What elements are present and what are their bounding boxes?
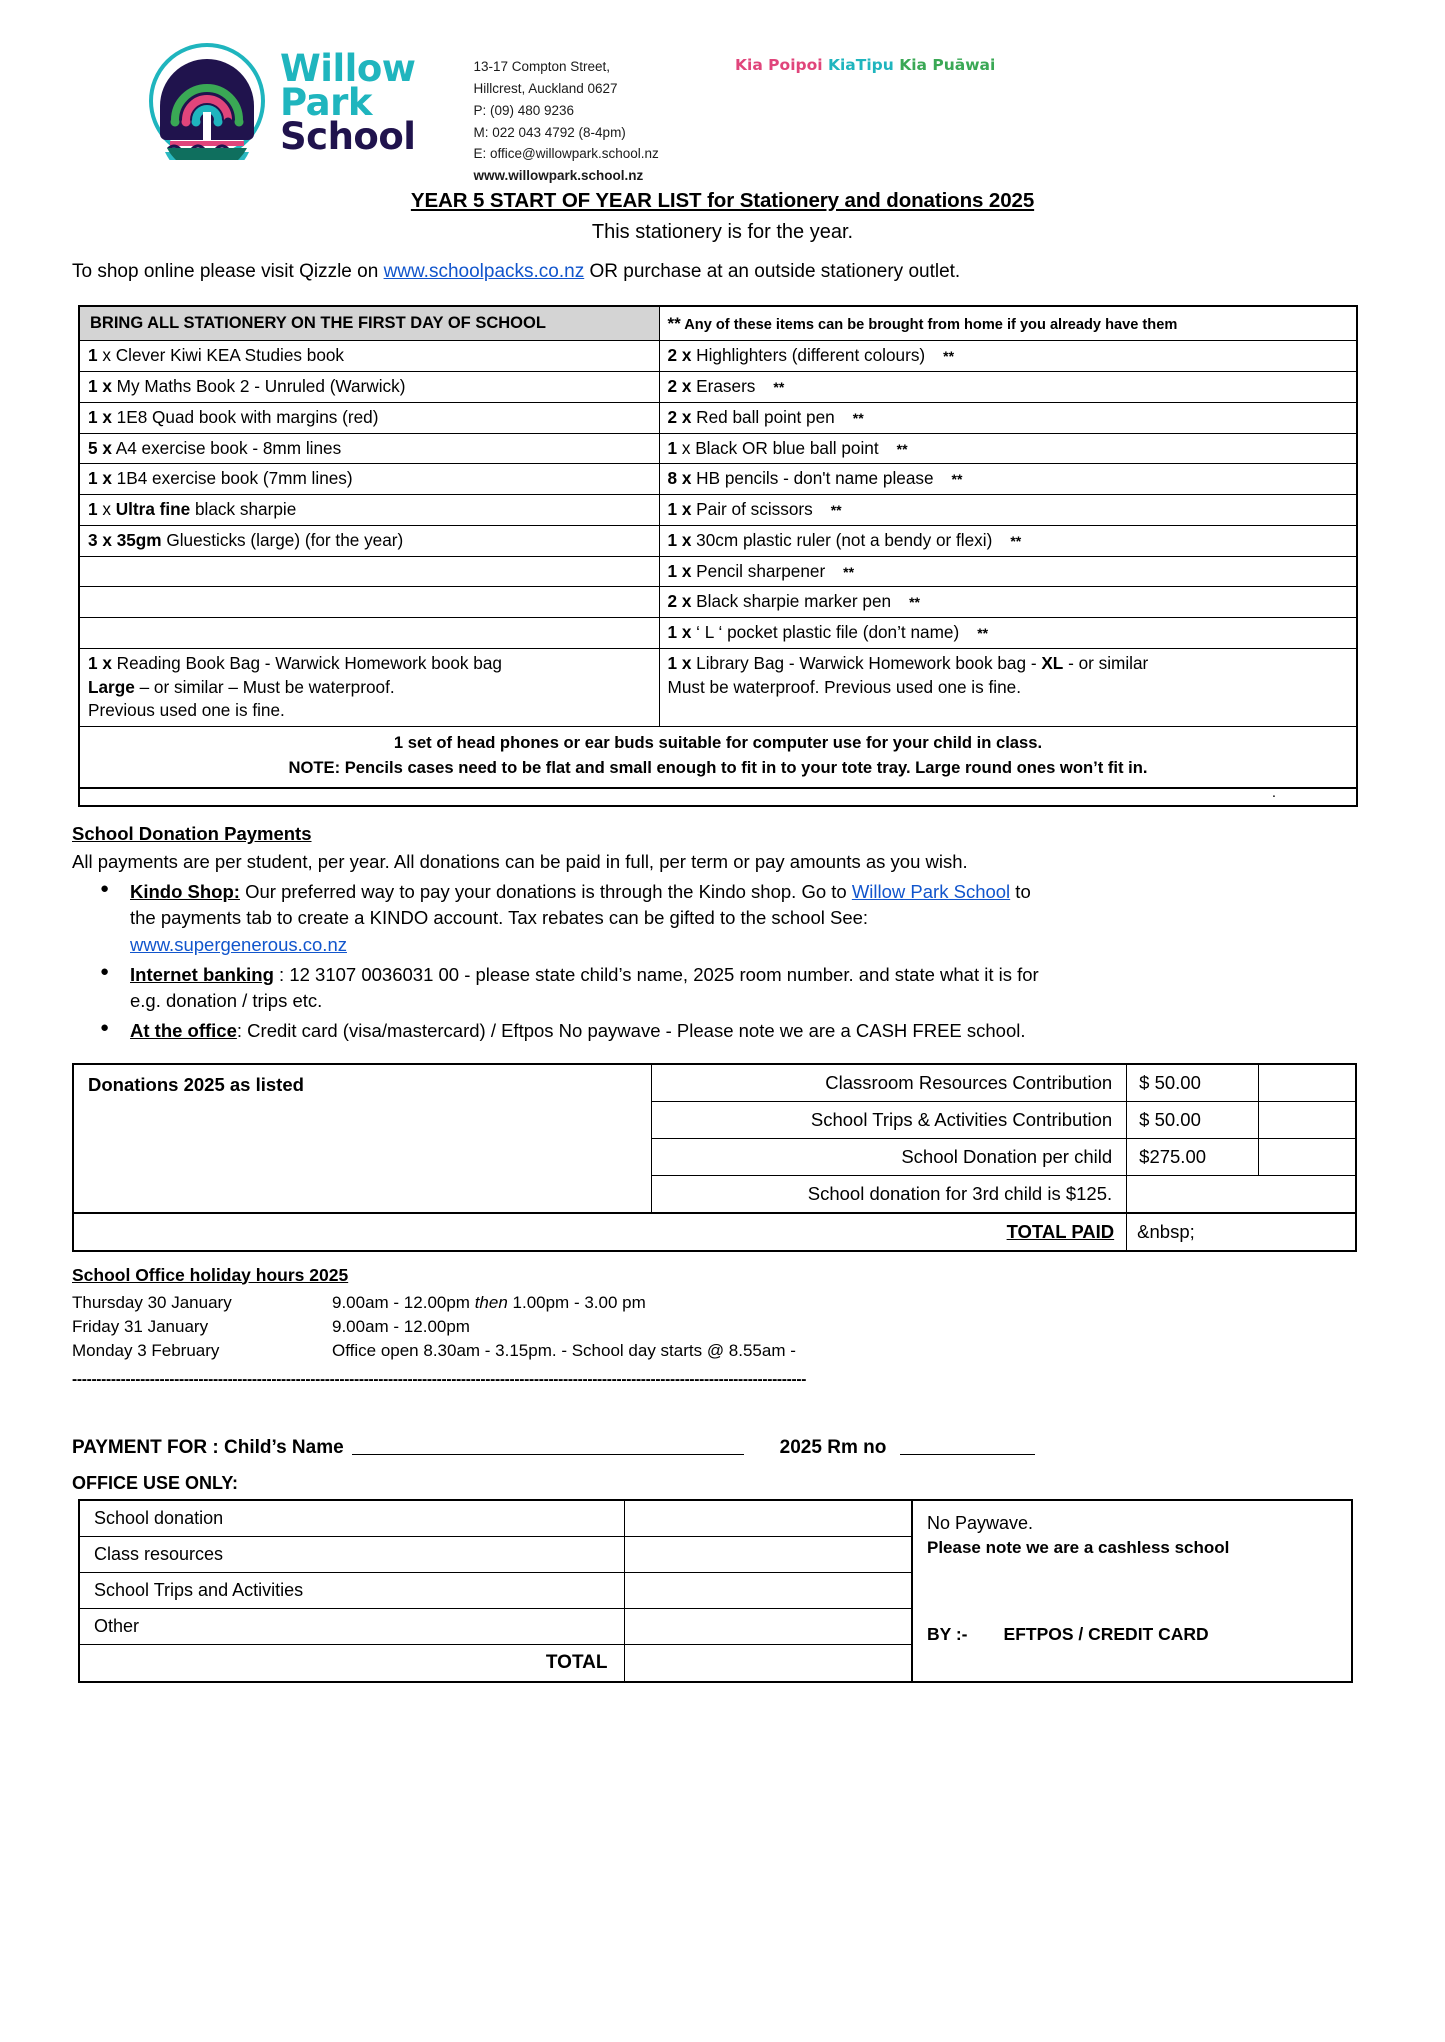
total-paid-value[interactable]: &nbsp; bbox=[1127, 1213, 1356, 1251]
donation-item-label: Classroom Resources Contribution bbox=[651, 1064, 1126, 1102]
stationery-header-left: BRING ALL STATIONERY ON THE FIRST DAY OF SCHOOL bbox=[79, 306, 659, 341]
schoolpacks-link[interactable]: www.schoolpacks.co.nz bbox=[383, 261, 585, 282]
stationery-item-row bbox=[79, 341, 1357, 372]
office-use-value[interactable] bbox=[624, 1500, 912, 1537]
total-paid-label: TOTAL PAID bbox=[73, 1213, 1127, 1251]
stationery-item-row bbox=[79, 464, 1357, 495]
motto-part-3: Kia Puāwai bbox=[899, 56, 996, 74]
office-use-row bbox=[79, 1500, 912, 1537]
stationery-item-left: 3 x 35gm Gluesticks (large) (for the year) bbox=[79, 525, 659, 556]
stationery-item-row bbox=[79, 495, 1357, 526]
payment-method-item bbox=[130, 879, 1060, 959]
office-hours-day: Monday 3 February bbox=[72, 1340, 220, 1360]
office-hours-day: Thursday 30 January bbox=[72, 1292, 232, 1312]
office-use-label: School Trips and Activities bbox=[79, 1572, 624, 1608]
stationery-item-right: 1 x Pair of scissors ** bbox=[659, 495, 1357, 526]
payment-method-label: Internet banking bbox=[130, 963, 274, 985]
stationery-header-right: ** Any of these items can be brought from home if you already have them bbox=[659, 306, 1357, 341]
stationery-item-left: 1 x Clever Kiwi KEA Studies book bbox=[79, 341, 659, 372]
stationery-item-right: 1 x Pencil sharpener ** bbox=[659, 556, 1357, 587]
payment-method-label: Kindo Shop: bbox=[130, 880, 240, 902]
stationery-item-left: 1 x 1B4 exercise book (7mm lines) bbox=[79, 464, 659, 495]
stationery-item-right: 1 x ‘ L ‘ pocket plastic file (don’t name) ** bbox=[659, 618, 1357, 649]
library-bag-cell: 1 x Library Bag - Warwick Homework book bag - XL - or similar Must be waterproof. Previous used one is fine. bbox=[659, 648, 1357, 726]
shop-online-suffix: OR purchase at an outside stationery outlet. bbox=[584, 261, 961, 282]
stationery-item-row bbox=[79, 402, 1357, 433]
rainbow-koru-logo-icon bbox=[148, 42, 266, 160]
stationery-item-left: 5 x A4 exercise book - 8mm lines bbox=[79, 433, 659, 464]
office-hours-table bbox=[72, 1291, 796, 1363]
office-use-label: Other bbox=[79, 1608, 624, 1644]
stationery-item-row bbox=[79, 618, 1357, 649]
logo-word-school: School bbox=[280, 115, 416, 159]
address-line-1: 13-17 Compton Street, bbox=[473, 59, 611, 74]
donation-blank-cell[interactable] bbox=[1259, 1101, 1356, 1138]
cashless-school-text: Please note we are a cashless school bbox=[927, 1537, 1230, 1557]
office-use-value[interactable] bbox=[624, 1536, 912, 1572]
stationery-item-right: 2 x Highlighters (different colours) ** bbox=[659, 341, 1357, 372]
donation-item-label: School Donation per child bbox=[651, 1138, 1126, 1175]
stationery-trailing-row bbox=[79, 788, 1357, 806]
stationery-item-row bbox=[79, 433, 1357, 464]
stationery-item-left: 1 x Ultra fine black sharpie bbox=[79, 495, 659, 526]
logo-word-park: Park bbox=[280, 81, 372, 125]
donation-amount: $ 50.00 bbox=[1127, 1101, 1259, 1138]
office-hours-time: 9.00am - 12.00pm bbox=[332, 1316, 470, 1336]
motto-part-1: Kia Poipoi bbox=[735, 56, 823, 74]
shop-online-prefix: To shop online please visit Qizzle on bbox=[72, 261, 384, 282]
donation-intro-text: All payments are per student, per year. All donations can be paid in full, per term or pay amounts as you wish. bbox=[72, 850, 968, 872]
year-room-label: 2025 Rm no bbox=[779, 1436, 887, 1458]
stationery-trailing-cell bbox=[79, 784, 1357, 806]
no-paywave-text: No Paywave. bbox=[927, 1512, 1034, 1533]
payment-method-label: At the office bbox=[130, 1019, 237, 1041]
address-line-2: Hillcrest, Auckland 0627 bbox=[473, 80, 618, 96]
mobile-line: M: 022 043 4792 (8-4pm) bbox=[473, 124, 626, 140]
room-number-input[interactable] bbox=[900, 1438, 1035, 1455]
office-hours-row bbox=[72, 1315, 796, 1339]
child-name-input[interactable] bbox=[352, 1438, 744, 1455]
office-hours-heading: School Office holiday hours 2025 bbox=[72, 1264, 349, 1285]
payment-for-label: PAYMENT FOR : Child’s Name bbox=[72, 1436, 344, 1458]
office-hours-row bbox=[72, 1339, 796, 1363]
willow-park-school-link[interactable]: Willow Park School bbox=[851, 880, 1011, 902]
donation-blank-cell[interactable] bbox=[1259, 1138, 1356, 1175]
phone-line: P: (09) 480 9236 bbox=[473, 102, 575, 118]
website-line: www.willowpark.school.nz bbox=[473, 168, 644, 184]
office-use-value[interactable] bbox=[624, 1572, 912, 1608]
office-use-row bbox=[79, 1572, 912, 1608]
donation-blank-cell[interactable] bbox=[1259, 1064, 1356, 1102]
donations-listed-label: Donations 2025 as listed bbox=[73, 1064, 651, 1213]
office-use-section bbox=[78, 1499, 1353, 1683]
stationery-item-right: 2 x Black sharpie marker pen ** bbox=[659, 587, 1357, 618]
office-use-table bbox=[78, 1499, 913, 1683]
office-hours-day: Friday 31 January bbox=[72, 1316, 209, 1336]
stationery-item-right: 8 x HB pencils - don't name please ** bbox=[659, 464, 1357, 495]
office-use-row bbox=[79, 1536, 912, 1572]
donation-amount bbox=[1127, 1175, 1356, 1213]
stationery-item-left: 1 x 1E8 Quad book with margins (red) bbox=[79, 402, 659, 433]
office-use-total-value[interactable] bbox=[624, 1644, 912, 1682]
by-label: BY :- bbox=[927, 1623, 968, 1644]
donation-amount: $275.00 bbox=[1127, 1138, 1259, 1175]
stationery-table bbox=[78, 305, 1358, 807]
donation-item-label: School Trips & Activities Contribution bbox=[651, 1101, 1126, 1138]
stationery-item-left bbox=[79, 587, 659, 618]
stationery-header-row bbox=[79, 306, 1357, 341]
stationery-notes: 1 set of head phones or ear buds suitable for computer use for your child in class. NOTE: Pencils cases need to be flat and small enough to fit in to your tote tray. Large round ones won’t fit in. bbox=[79, 727, 1357, 788]
stationery-note-row bbox=[79, 727, 1357, 788]
document-header bbox=[0, 0, 1445, 184]
donations-amount-table bbox=[72, 1063, 1357, 1252]
stationery-item-row bbox=[79, 556, 1357, 587]
stationery-item-right: 1 x Black OR blue ball point ** bbox=[659, 433, 1357, 464]
donation-amount: $ 50.00 bbox=[1127, 1064, 1259, 1102]
payment-method-text: : 12 3107 0036031 00 - please state child’s name, 2025 room number. and state what it is for e.g. donation / trips etc. bbox=[130, 963, 1039, 1012]
stationery-item-row bbox=[79, 372, 1357, 403]
office-use-total-label: TOTAL bbox=[79, 1644, 624, 1682]
office-hours-time: 9.00am - 12.00pm then 1.00pm - 3.00 pm bbox=[332, 1292, 646, 1312]
book-bag-row bbox=[79, 648, 1357, 726]
office-hours-row bbox=[72, 1291, 796, 1315]
donation-item-label: School donation for 3rd child is $125. bbox=[651, 1175, 1126, 1213]
payment-by-line bbox=[927, 1624, 1337, 1645]
page-subtitle: This stationery is for the year. bbox=[591, 221, 854, 243]
reading-book-bag-cell: 1 x Reading Book Bag - Warwick Homework book bag Large – or similar – Must be waterproof. Previous used one is fine. bbox=[79, 648, 659, 726]
logo-wordmark bbox=[280, 47, 416, 159]
donation-row bbox=[73, 1064, 1356, 1102]
stationery-item-left bbox=[79, 556, 659, 587]
stationery-item-right: 2 x Erasers ** bbox=[659, 372, 1357, 403]
stationery-item-row bbox=[79, 525, 1357, 556]
payment-method-text: Our preferred way to pay your donations is through the Kindo shop. Go to bbox=[239, 880, 852, 902]
stationery-item-left bbox=[79, 618, 659, 649]
eftpos-credit-card-label[interactable]: EFTPOS / CREDIT CARD bbox=[1003, 1623, 1209, 1644]
payment-methods-list bbox=[0, 879, 1445, 1045]
school-logo bbox=[148, 42, 415, 160]
page-title: YEAR 5 START OF YEAR LIST for Stationery and donations 2025 bbox=[410, 189, 1035, 212]
dashed-divider: ------------------------------------------------------------------------------------------------------------------------------------------------------- bbox=[72, 1370, 807, 1388]
stationery-item-left: 1 x My Maths Book 2 - Unruled (Warwick) bbox=[79, 372, 659, 403]
payment-method-item bbox=[130, 962, 1060, 1015]
supergenerous-link[interactable]: www.supergenerous.co.nz bbox=[130, 934, 347, 956]
payment-for-row bbox=[72, 1437, 1445, 1459]
payment-method-box bbox=[913, 1499, 1353, 1683]
donation-total-row bbox=[73, 1213, 1356, 1251]
payment-method-text: : Credit card (visa/mastercard) / Eftpos No paywave - Please note we are a CASH FREE school. bbox=[236, 1019, 1026, 1041]
logo-word-willow: Willow bbox=[280, 47, 416, 90]
school-donation-payments-heading: School Donation Payments bbox=[72, 822, 312, 844]
email-line: E: office@willowpark.school.nz bbox=[473, 146, 659, 162]
motto-part-2: KiaTipu bbox=[827, 56, 894, 74]
shop-online-line bbox=[72, 261, 1445, 283]
office-use-row bbox=[79, 1608, 912, 1644]
office-use-only-label: OFFICE USE ONLY: bbox=[72, 1472, 239, 1493]
stationery-item-right: 2 x Red ball point pen ** bbox=[659, 402, 1357, 433]
office-hours-time: Office open 8.30am - 3.15pm. - School day starts @ 8.55am - bbox=[332, 1340, 796, 1360]
stationery-item-right: 1 x 30cm plastic ruler (not a bendy or flexi) ** bbox=[659, 525, 1357, 556]
trailing-dot: . bbox=[1271, 784, 1276, 802]
office-use-total-row bbox=[79, 1644, 912, 1682]
office-use-label: Class resources bbox=[79, 1536, 624, 1572]
school-motto bbox=[735, 56, 995, 74]
payment-method-text-2: to the payments tab to create a KINDO account. Tax rebates can be gifted to the school See: bbox=[130, 880, 1031, 929]
office-use-label: School donation bbox=[79, 1500, 624, 1537]
school-address-block bbox=[473, 56, 658, 187]
office-use-value[interactable] bbox=[624, 1608, 912, 1644]
then-word: then bbox=[474, 1292, 508, 1312]
stationery-item-row bbox=[79, 587, 1357, 618]
payment-method-item bbox=[130, 1018, 1060, 1045]
